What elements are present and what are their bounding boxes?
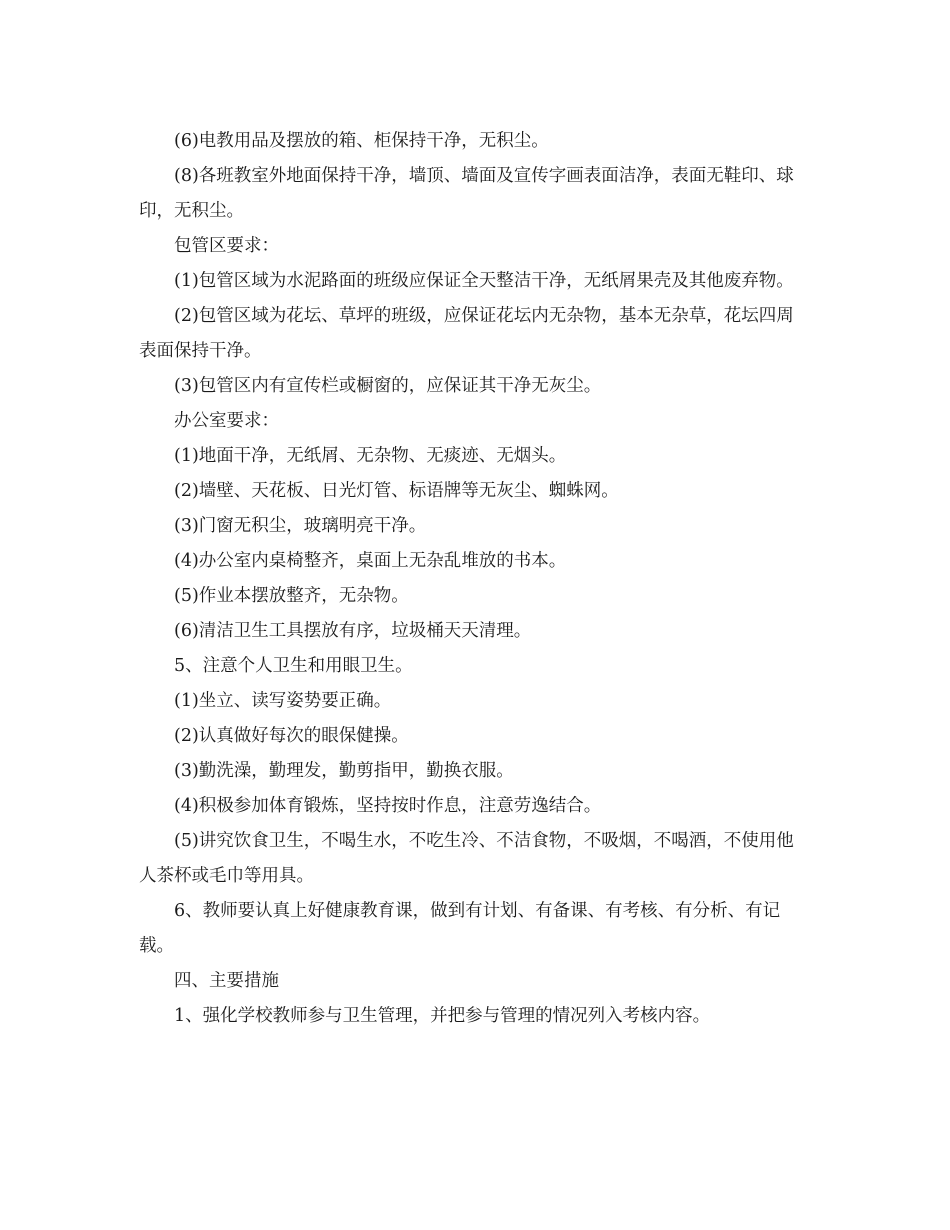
- paragraph-4: (1)包管区域为水泥路面的班级应保证全天整洁干净，无纸屑果壳及其他废弃物。: [174, 271, 794, 291]
- paragraph-18: (4)积极参加体育锻炼，坚持按时作息，注意劳逸结合。: [174, 796, 602, 816]
- paragraph-8: (1)地面干净，无纸屑、无杂物、无痰迹、无烟头。: [174, 446, 567, 466]
- paragraph-13: (6)清洁卫生工具摆放有序，垃圾桶天天清理。: [174, 621, 532, 641]
- paragraph-12: (5)作业本摆放整齐，无杂物。: [174, 586, 409, 606]
- paragraph-17: (3)勤洗澡，勤理发，勤剪指甲，勤换衣服。: [174, 761, 514, 781]
- paragraph-3: 包管区要求：: [174, 236, 279, 256]
- paragraph-9: (2)墙壁、天花板、日光灯管、标语牌等无灰尘、蜘蛛网。: [174, 481, 619, 501]
- paragraph-7: 办公室要求：: [174, 411, 279, 431]
- paragraph-14: 5、注意个人卫生和用眼卫生。: [174, 656, 413, 676]
- paragraph-15: (1)坐立、读写姿势要正确。: [174, 691, 392, 711]
- paragraph-20: 6、教师要认真上好健康教育课，做到有计划、有备课、有考核、有分析、有记载。: [139, 901, 781, 956]
- paragraph-22: 1、强化学校教师参与卫生管理，并把参与管理的情况列入考核内容。: [174, 1006, 711, 1026]
- paragraph-2: (8)各班教室外地面保持干净，墙顶、墙面及宣传字画表面洁净，表面无鞋印、球印，无积尘。: [139, 166, 794, 221]
- paragraph-11: (4)办公室内桌椅整齐，桌面上无杂乱堆放的书本。: [174, 551, 567, 571]
- paragraph-21: 四、主要措施: [174, 971, 279, 991]
- paragraph-1: (6)电教用品及摆放的箱、柜保持干净，无积尘。: [174, 131, 549, 151]
- paragraph-16: (2)认真做好每次的眼保健操。: [174, 726, 409, 746]
- paragraph-6: (3)包管区内有宣传栏或橱窗的，应保证其干净无灰尘。: [174, 376, 602, 396]
- paragraph-10: (3)门窗无积尘，玻璃明亮干净。: [174, 516, 427, 536]
- paragraph-19: (5)讲究饮食卫生，不喝生水，不吃生冷、不洁食物，不吸烟，不喝酒，不使用他人茶杯或毛巾等用具。: [139, 831, 794, 886]
- document-body: [139, 124, 811, 1034]
- paragraph-5: (2)包管区域为花坛、草坪的班级，应保证花坛内无杂物，基本无杂草，花坛四周表面保持干净。: [139, 306, 794, 361]
